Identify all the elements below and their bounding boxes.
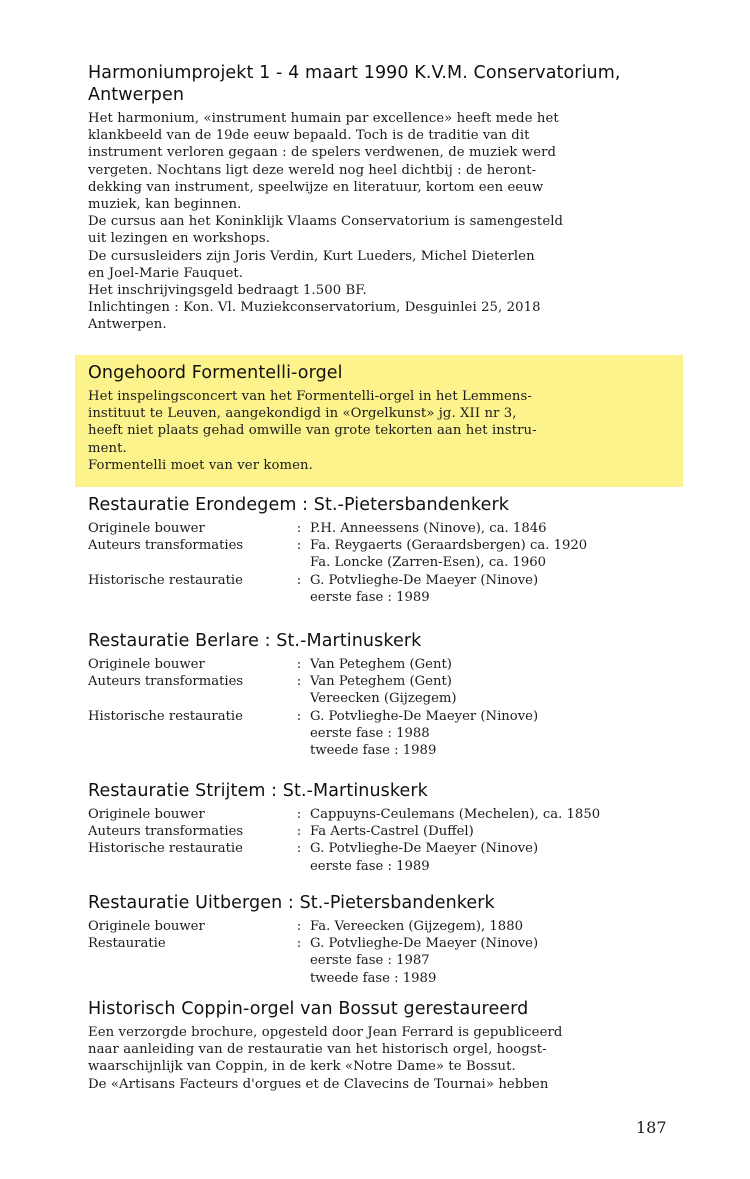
row-label: Originele bouwer (88, 919, 205, 934)
heading-line: Harmoniumprojekt 1 - 4 maart 1990 K.V.M. Conservatorium, (88, 63, 621, 83)
row-label: Auteurs transformaties (88, 824, 244, 840)
row-colon: : (296, 708, 302, 724)
section-berlare (88, 630, 668, 759)
text-line: heeft niet plaats gehad omwille van grote tekorten aan het instru- (88, 423, 537, 439)
info-row (88, 742, 668, 759)
row-value: Fa. Reygaerts (Geraardsbergen) ca. 1920 (310, 538, 588, 554)
row-label: Auteurs transformaties (88, 674, 244, 690)
row-label (88, 690, 288, 707)
text-line: Het harmonium, «instrument humain par excellence» heeft mede het (88, 111, 559, 126)
row-colon: : (296, 936, 302, 952)
row-colon: : (296, 824, 302, 840)
text-line: Een verzorgde brochure, opgesteld door Jean Ferrard is gepubliceerd (88, 1025, 563, 1040)
text-line: klankbeeld van de 19de eeuw bepaald. Toch is de traditie van dit (88, 128, 530, 144)
row-value: tweede fase : 1989 (310, 970, 437, 986)
text-line: instituut te Leuven, aangekondigd in «Orgelkunst» jg. XII nr 3, (88, 406, 517, 422)
row-value: eerste fase : 1987 (310, 953, 430, 969)
row-value: eerste fase : 1989 (310, 589, 430, 605)
row-label: Restauratie (88, 936, 166, 952)
info-row (88, 520, 668, 537)
text-line: Inlichtingen : Kon. Vl. Muziekconservatorium, Desguinlei 25, 2018 (88, 300, 541, 316)
row-colon (288, 970, 310, 987)
section-formentelli (88, 362, 668, 474)
row-colon: : (296, 572, 302, 588)
row-value: Fa. Vereecken (Gijzegem), 1880 (310, 919, 523, 934)
text-line: De cursusleiders zijn Joris Verdin, Kurt Lueders, Michel Dieterlen (88, 248, 535, 264)
row-value: G. Potvlieghe-De Maeyer (Ninove) (310, 572, 539, 588)
row-value: G. Potvlieghe-De Maeyer (Ninove) (310, 708, 539, 724)
section-coppin (88, 998, 668, 1093)
info-row (88, 806, 668, 823)
row-colon: : (296, 674, 302, 690)
row-value: Van Peteghem (Gent) (310, 657, 452, 672)
text-line: instrument verloren gegaan : de spelers verdwenen, de muziek werd (88, 145, 557, 161)
info-row (88, 918, 668, 935)
row-colon: : (296, 538, 302, 554)
strijtem-table (88, 806, 668, 875)
row-colon (288, 725, 310, 742)
text-line: naar aanleiding van de restauratie van het historisch orgel, hoogst- (88, 1042, 547, 1058)
berlare-heading: Restauratie Berlare : St.-Martinuskerk (88, 631, 422, 651)
formentelli-body (88, 388, 668, 474)
formentelli-heading: Ongehoord Formentelli-orgel (88, 363, 343, 383)
row-value: Fa. Loncke (Zarren-Esen), ca. 1960 (310, 555, 547, 571)
erondegem-table (88, 520, 668, 606)
row-value: Cappuyns-Ceulemans (Mechelen), ca. 1850 (310, 807, 601, 822)
row-label: Originele bouwer (88, 807, 205, 822)
berlare-table (88, 656, 668, 759)
page-number: 187 (636, 1118, 667, 1137)
row-colon: : (296, 919, 302, 934)
heading-line: Antwerpen (88, 85, 185, 105)
info-row (88, 554, 668, 571)
strijtem-heading: Restauratie Strijtem : St.-Martinuskerk (88, 781, 428, 801)
text-line: dekking van instrument, speelwijze en literatuur, kortom een eeuw (88, 179, 544, 195)
row-colon: : (296, 657, 302, 672)
row-label (88, 858, 288, 875)
text-line: De «Artisans Facteurs d'orgues et de Clavecins de Tournai» hebben (88, 1076, 549, 1092)
text-line: uit lezingen en workshops. (88, 231, 271, 247)
info-row (88, 725, 668, 742)
info-row (88, 673, 668, 690)
row-colon (288, 554, 310, 571)
row-colon (288, 952, 310, 969)
row-label: Originele bouwer (88, 521, 205, 536)
row-value: G. Potvlieghe-De Maeyer (Ninove) (310, 936, 539, 952)
uitbergen-table (88, 918, 668, 987)
row-value: P.H. Anneessens (Ninove), ca. 1846 (310, 521, 547, 536)
row-value: Van Peteghem (Gent) (310, 674, 452, 690)
info-row (88, 952, 668, 969)
row-label (88, 554, 288, 571)
row-colon: : (296, 521, 302, 536)
row-colon: : (296, 807, 302, 822)
text-line: en Joel-Marie Fauquet. (88, 265, 244, 281)
text-line: vergeten. Nochtans ligt deze wereld nog heel dichtbij : de heront- (88, 162, 537, 178)
info-row (88, 708, 668, 725)
harmonium-body (88, 110, 668, 334)
row-label: Historische restauratie (88, 708, 243, 724)
row-colon: : (296, 841, 302, 857)
row-colon (288, 858, 310, 875)
uitbergen-heading: Restauratie Uitbergen : St.-Pietersbandenkerk (88, 893, 495, 913)
info-row (88, 572, 668, 589)
info-row (88, 537, 668, 554)
text-line: Antwerpen. (88, 317, 167, 333)
info-row (88, 858, 668, 875)
row-label: Historische restauratie (88, 572, 243, 588)
info-row (88, 656, 668, 673)
row-label: Historische restauratie (88, 841, 243, 857)
info-row (88, 970, 668, 987)
info-row (88, 840, 668, 857)
text-line: De cursus aan het Koninklijk Vlaams Conservatorium is samengesteld (88, 214, 564, 230)
text-line: ment. (88, 440, 127, 456)
info-row (88, 935, 668, 952)
text-line: muziek, kan beginnen. (88, 197, 242, 213)
text-line: Het inschrijvingsgeld bedraagt 1.500 BF. (88, 283, 367, 299)
row-colon (288, 742, 310, 759)
info-row (88, 690, 668, 707)
row-label (88, 725, 288, 742)
info-row (88, 823, 668, 840)
row-value: G. Potvlieghe-De Maeyer (Ninove) (310, 841, 539, 857)
row-label (88, 589, 288, 606)
info-row (88, 589, 668, 606)
text-line: waarschijnlijk van Coppin, in de kerk «Notre Dame» te Bossut. (88, 1059, 516, 1075)
row-label (88, 952, 288, 969)
text-line: Formentelli moet van ver komen. (88, 457, 313, 473)
row-value: Vereecken (Gijzegem) (310, 691, 457, 707)
section-erondegem (88, 494, 668, 606)
section-strijtem (88, 780, 668, 875)
row-label (88, 742, 288, 759)
row-colon (288, 690, 310, 707)
row-label: Auteurs transformaties (88, 538, 244, 554)
row-value: eerste fase : 1988 (310, 725, 430, 741)
coppin-heading: Historisch Coppin-orgel van Bossut gerestaureerd (88, 999, 529, 1019)
row-value: Fa Aerts-Castrel (Duffel) (310, 824, 474, 840)
row-colon (288, 589, 310, 606)
text-line: Het inspelingsconcert van het Formentelli-orgel in het Lemmens- (88, 389, 532, 404)
row-value: tweede fase : 1989 (310, 743, 437, 759)
erondegem-heading: Restauratie Erondegem : St.-Pietersbandenkerk (88, 495, 509, 515)
section-uitbergen (88, 892, 668, 987)
row-label (88, 970, 288, 987)
row-label: Originele bouwer (88, 657, 205, 672)
section-harmonium (88, 62, 668, 334)
row-value: eerste fase : 1989 (310, 858, 430, 874)
coppin-body (88, 1024, 668, 1093)
harmonium-heading (88, 62, 668, 106)
